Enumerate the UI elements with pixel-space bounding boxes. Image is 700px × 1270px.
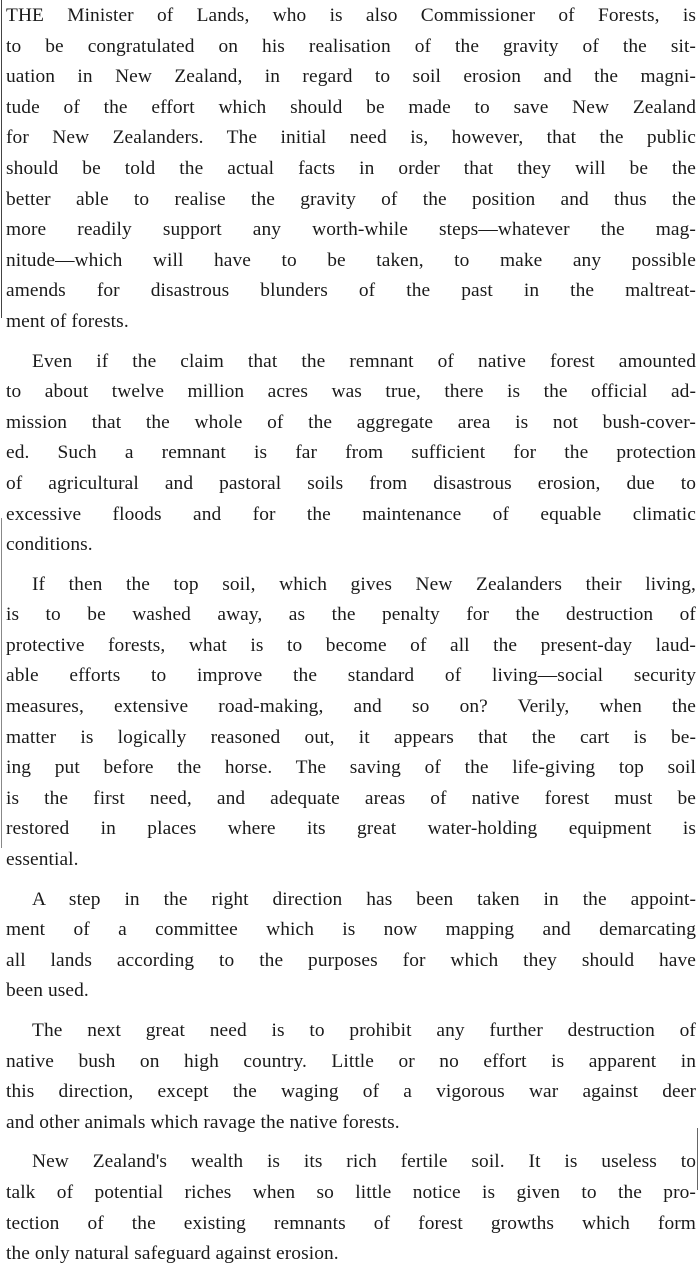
text-line: is the first need, and adequate areas of native forest must be	[6, 787, 696, 809]
text-line: more readily support any worth-while steps—whatever the mag-	[6, 219, 696, 241]
paragraph-4	[6, 885, 696, 1007]
column-rule-left	[1, 0, 2, 318]
text-line: the only natural safeguard against erosion.	[6, 1243, 339, 1265]
text-line: able efforts to improve the standard of living—social security	[6, 665, 696, 687]
text-line: New Zealand's wealth is its rich fertile soil. It is useless to	[32, 1151, 696, 1173]
text-line: excessive floods and for the maintenance of equable climatic	[6, 503, 696, 525]
text-line: restored in places where its great water-holding equipment is	[6, 818, 696, 840]
paragraph-1	[6, 1, 696, 338]
text-line: should be told the actual facts in order that they will be the	[6, 157, 696, 179]
text-line: of agricultural and pastoral soils from disastrous erosion, due to	[6, 472, 696, 494]
paragraph-5	[6, 1016, 696, 1138]
text-line: to be congratulated on his realisation of the gravity of the sit-	[6, 35, 696, 57]
text-line: native bush on high country. Little or no effort is apparent in	[6, 1050, 696, 1072]
text-line: Even if the claim that the remnant of native forest amounted	[32, 350, 696, 372]
text-line: ed. Such a remnant is far from sufficient for the protection	[6, 442, 696, 464]
text-line: uation in New Zealand, in regard to soil erosion and the magni-	[6, 66, 696, 88]
text-line: mission that the whole of the aggregate area is not bush-cover-	[6, 411, 696, 433]
text-line: all lands according to the purposes for which they should have	[6, 949, 696, 971]
text-line: for New Zealanders. The initial need is, however, that the public	[6, 127, 696, 149]
text-line: measures, extensive road-making, and so on? Verily, when the	[6, 696, 696, 718]
text-line: protective forests, what is to become of all the present-day laud-	[6, 634, 696, 656]
text-line: A step in the right direction has been taken in the appoint-	[32, 888, 696, 910]
paragraph-6	[6, 1147, 696, 1269]
text-line: If then the top soil, which gives New Zealanders their living,	[32, 573, 696, 595]
text-line: been used.	[6, 980, 89, 1002]
text-line: nitude—which will have to be taken, to make any possible	[6, 249, 696, 271]
article-body	[6, 1, 696, 1270]
text-line: The next great need is to prohibit any further destruction of	[32, 1020, 696, 1041]
text-line: is to be washed away, as the penalty for the destruction of	[6, 604, 696, 626]
text-line: talk of potential riches when so little notice is given to the pro-	[6, 1181, 696, 1203]
text-line: tude of the effort which should be made to save New Zealand	[6, 96, 696, 118]
text-line: ment of a committee which is now mapping and demarcating	[6, 919, 696, 941]
paragraph-2	[6, 347, 696, 561]
column-rule-right	[697, 1128, 698, 1190]
text-line: this direction, except the waging of a vigorous war against deer	[6, 1081, 696, 1103]
text-line: better able to realise the gravity of the position and thus the	[6, 188, 696, 210]
column-rule-left-lower	[1, 518, 2, 848]
text-line: essential.	[6, 849, 79, 871]
text-line: THE Minister of Lands, who is also Commissioner of Forests, is	[6, 5, 696, 26]
text-line: ing put before the horse. The saving of the life-giving top soil	[6, 757, 696, 779]
text-line: amends for disastrous blunders of the past in the maltreat-	[6, 280, 696, 302]
text-line: and other animals which ravage the native forests.	[6, 1111, 400, 1133]
paragraph-3	[6, 570, 696, 876]
text-line: ment of forests.	[6, 310, 129, 332]
text-line: matter is logically reasoned out, it appears that the cart is be-	[6, 726, 696, 748]
text-line: to about twelve million acres was true, there is the official ad-	[6, 381, 696, 403]
text-line: tection of the existing remnants of forest growths which form	[6, 1212, 696, 1234]
text-line: conditions.	[6, 534, 93, 556]
